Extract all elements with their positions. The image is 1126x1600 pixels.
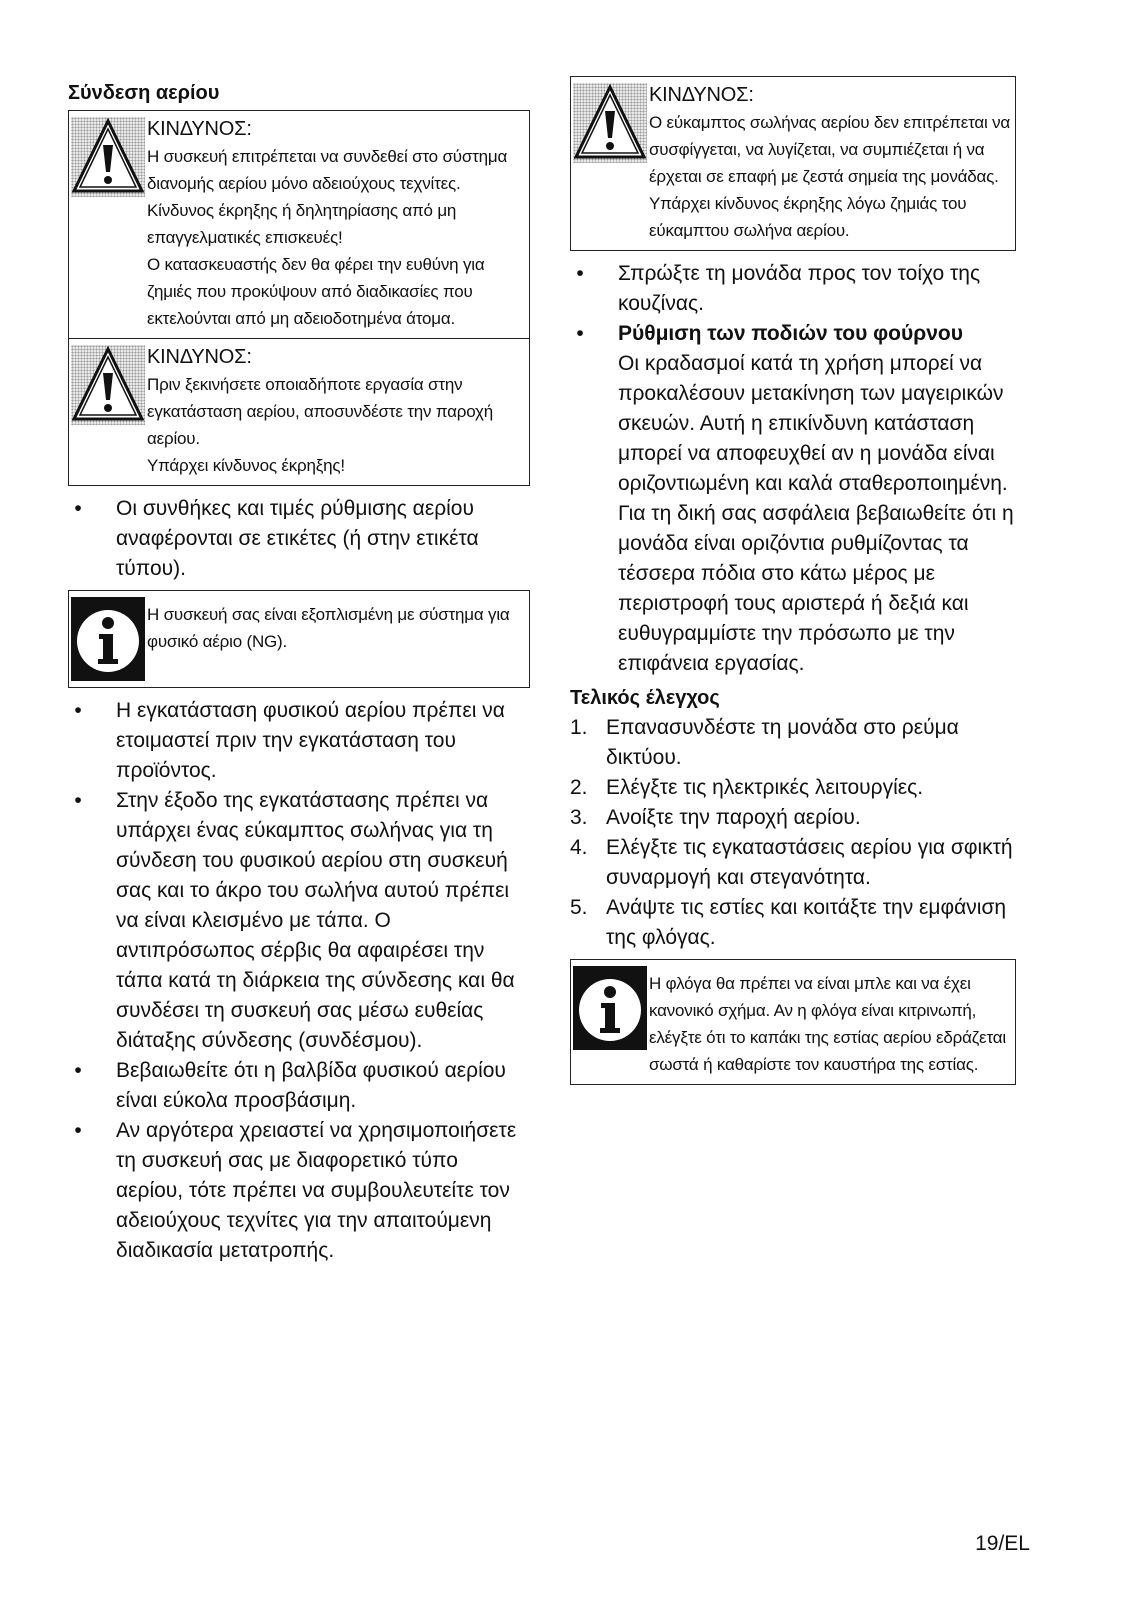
- danger-line: Κίνδυνος έκρηξης ή δηλητηρίασης από μη επαγγελματικές επισκευές!: [147, 201, 457, 247]
- info-icon: [573, 966, 647, 1050]
- danger-box-2-text: [147, 343, 525, 479]
- danger-heading: ΚΙΝΔΥΝΟΣ:: [147, 346, 252, 368]
- danger-box-2: [68, 339, 530, 486]
- danger-line: Ο κατασκευαστής δεν θα φέρει την ευθύνη για ζημιές που προκύψουν από διαδικασίες που εκτελούνται από μη αδειοδοτημένα άτομα.: [147, 255, 485, 328]
- danger-line: Η συσκευή επιτρέπεται να συνδεθεί στο σύστημα διανομής αερίου μόνο αδειούχους τεχνίτες.: [147, 147, 508, 193]
- steps-list: [570, 713, 1032, 953]
- right-column: [570, 76, 1032, 1085]
- list-item: • Αν αργότερα χρειαστεί να χρησιμοποιήσετε τη συσκευή σας με διαφορετικό τύπο αερίου, τότε πρέπει να συμβουλευτείτε τον αδειούχους τεχνίτες για την απαιτούμενη διαδικασία μετατροπής.: [74, 1119, 517, 1262]
- info-box-2-text: Η φλόγα θα πρέπει να είναι μπλε και να έχει κανονικό σχήμα. Αν η φλόγα είναι κιτρινωπή, ελέγξτε ότι το καπάκι της εστίας αερίου εδράζεται σωστά ή καθαρίστε τον καυστήρα της εστίας.: [649, 974, 1006, 1074]
- info-icon: [71, 597, 145, 681]
- section-title-gas-connection: Σύνδεση αερίου: [68, 82, 220, 104]
- bullet-list-3: [570, 259, 1032, 679]
- danger-box-1-text: [147, 115, 525, 332]
- feet-adjust-title: Ρύθμιση των ποδιών του φούρνου: [618, 322, 963, 345]
- step-item: 1. Επανασυνδέστε τη μονάδα στο ρεύμα δικτύου.: [570, 716, 959, 769]
- step-item: 5. Ανάψτε τις εστίες και κοιτάξτε την εμφάνιση της φλόγας.: [570, 896, 1007, 949]
- info-box-1-text: Η συσκευή σας είναι εξοπλισμένη με σύστημα για φυσικό αέριο (NG).: [147, 605, 510, 651]
- page-number: 19/EL: [975, 1532, 1030, 1555]
- danger-box-3: [570, 76, 1016, 251]
- list-item: • Βεβαιωθείτε ότι η βαλβίδα φυσικού αερίου είναι εύκολα προσβάσιμη.: [74, 1059, 506, 1112]
- warning-icon: [573, 83, 647, 163]
- feet-adjust-text: Οι κραδασμοί κατά τη χρήση μπορεί να προκαλέσουν μετακίνηση των μαγειρικών σκευών. Αυτή η επικίνδυνη κατάσταση μπορεί να αποφευχθεί αν η μονάδα είναι οριζοντιωμένη και καλά σταθεροποιημένη. Για τη δική σας ασφάλεια βεβαιωθείτε ότι η μονάδα είναι οριζόντια ρυθμίζοντας τα τέσσερα πόδια στο κάτω μέρος με περιστροφή τους αριστερά ή δεξιά και ευθυγραμμίστε την πρόσωπο με την επιφάνεια εργασίας.: [618, 352, 1014, 675]
- warning-icon: [71, 117, 145, 197]
- danger-line: Πριν ξεκινήσετε οποιαδήποτε εργασία στην εγκατάσταση αερίου, αποσυνδέστε την παροχή αερίου.: [147, 375, 493, 448]
- danger-heading: ΚΙΝΔΥΝΟΣ:: [649, 84, 754, 106]
- step-item: 2. Ελέγξτε τις ηλεκτρικές λειτουργίες.: [570, 776, 924, 799]
- danger-box-3-text: [649, 81, 1011, 244]
- left-column: [68, 76, 530, 1272]
- list-item: • Οι συνθήκες και τιμές ρύθμισης αερίου αναφέρονται σε ετικέτες (ή στην ετικέτα τύπου).: [74, 497, 479, 580]
- step-item: 4. Ελέγξτε τις εγκαταστάσεις αερίου για σφικτή συναρμογή και στεγανότητα.: [570, 836, 1013, 889]
- warning-icon: [71, 345, 145, 425]
- info-box-1: [68, 590, 530, 688]
- list-item: • Σπρώξτε τη μονάδα προς τον τοίχο της κουζίνας.: [576, 262, 981, 315]
- bullet-list-2: [68, 696, 530, 1266]
- bullet-list-1: [68, 494, 530, 584]
- list-item: • Στην έξοδο της εγκατάστασης πρέπει να υπάρχει ένας εύκαμπτος σωλήνας για τη σύνδεση του φυσικού αερίου στη συσκευή σας και το άκρο του σωλήνα αυτού πρέπει να είναι κλεισμένο με τάπα. Ο αντιπρόσωπος σέρβις θα αφαιρέσει την τάπα κατά τη διάρκεια της σύνδεσης και θα συνδέσει τη συσκευή σας μέσω ευθείας διάταξης σύνδεσης (συνδέσμου).: [74, 789, 515, 1052]
- danger-heading: ΚΙΝΔΥΝΟΣ:: [147, 118, 252, 140]
- info-box-2: [570, 959, 1016, 1085]
- section-title-final-check: Τελικός έλεγχος: [570, 687, 720, 709]
- danger-line: Υπάρχει κίνδυνος έκρηξης λόγω ζημιάς του εύκαμπτου σωλήνα αερίου.: [649, 194, 967, 240]
- danger-line: Ο εύκαμπτος σωλήνας αερίου δεν επιτρέπεται να συσφίγγεται, να λυγίζεται, να συμπιέζεται ή να έρχεται σε επαφή με ζεστά σημεία της μονάδας.: [649, 113, 1011, 186]
- danger-line: Υπάρχει κίνδυνος έκρηξης!: [147, 456, 345, 475]
- list-item: • Η εγκατάσταση φυσικού αερίου πρέπει να ετοιμαστεί πριν την εγκατάσταση του προϊόντος.: [74, 699, 505, 782]
- danger-box-1: [68, 110, 530, 339]
- list-item: • Ρύθμιση των ποδιών του φούρνου Οι κραδασμοί κατά τη χρήση μπορεί να προκαλέσουν μετακίνηση των μαγειρικών σκευών. Αυτή η επικίνδυνη κατάσταση μπορεί να αποφευχθεί αν η μονάδα είναι οριζοντιωμένη και καλά σταθεροποιημένη. Για τη δική σας ασφάλεια βεβαιωθείτε ότι η μονάδα είναι οριζόντια ρυθμίζοντας τα τέσσερα πόδια στο κάτω μέρος με περιστροφή τους αριστερά ή δεξιά και ευθυγραμμίστε την πρόσωπο με την επιφάνεια εργασίας.: [570, 319, 1032, 679]
- step-item: 3. Ανοίξτε την παροχή αερίου.: [570, 806, 861, 829]
